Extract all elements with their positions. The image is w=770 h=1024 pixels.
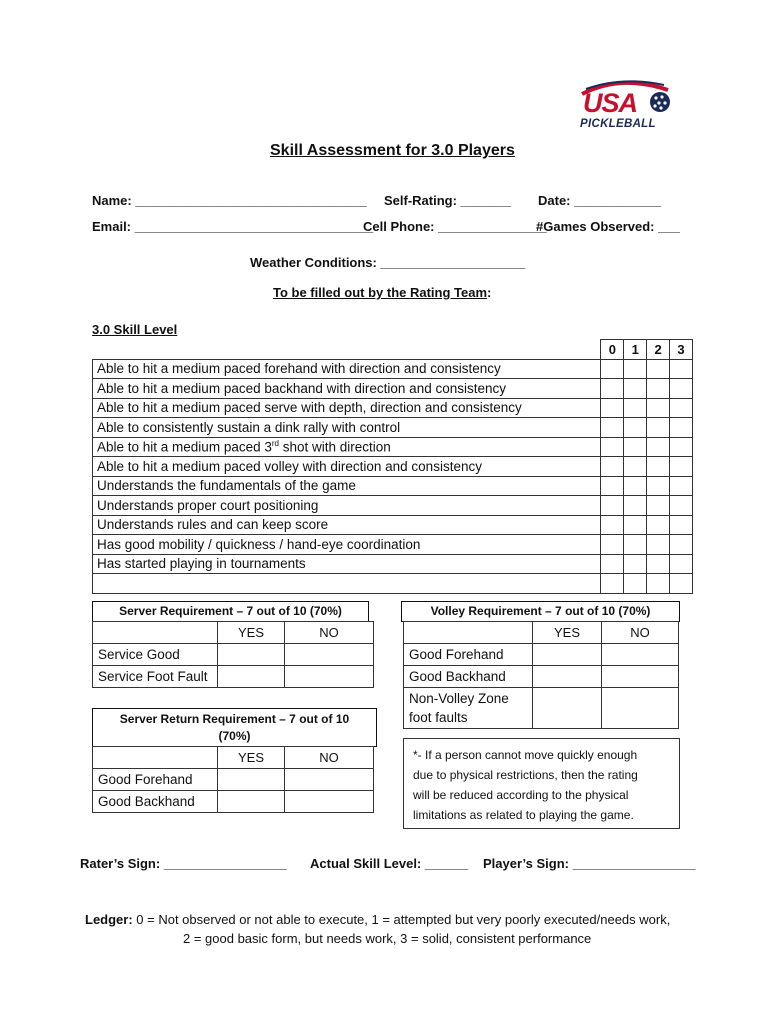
yes-cell[interactable] [533, 644, 602, 666]
skill-label-sup: rd [271, 439, 279, 448]
good-backhand-label: Good Backhand [93, 791, 218, 813]
table-row [93, 359, 693, 379]
skill-label: Able to hit a medium paced backhand with direction and consistency [93, 379, 601, 399]
score-cell[interactable] [670, 515, 693, 535]
no-cell[interactable] [602, 644, 679, 666]
table-row [404, 644, 679, 666]
server-requirement-table [92, 621, 374, 688]
score-header-row [93, 340, 693, 360]
score-cell[interactable] [601, 379, 624, 399]
date-field[interactable]: Date: ____________ [538, 193, 661, 208]
table-row [93, 535, 693, 555]
score-cell[interactable] [647, 359, 670, 379]
score-cell[interactable] [670, 379, 693, 399]
score-cell[interactable] [647, 554, 670, 574]
games-observed-field[interactable]: #Games Observed: ___ [536, 219, 680, 234]
cell-phone-field[interactable]: Cell Phone: _______________ [363, 219, 547, 234]
page-title: Skill Assessment for 3.0 Players [270, 142, 515, 159]
no-cell[interactable] [285, 666, 374, 688]
skill-label: Understands the fundamentals of the game [93, 476, 601, 496]
table-row [93, 496, 693, 516]
skill-level-heading: 3.0 Skill Level [92, 322, 178, 337]
note-line: limitations as related to playing the game. [413, 808, 634, 822]
actual-skill-level-field[interactable]: Actual Skill Level: ______ [310, 856, 469, 871]
good-backhand-label: Good Backhand [404, 666, 533, 688]
score-header-1: 1 [624, 340, 647, 360]
ledger-line2: 2 = good basic form, but needs work, 3 = solid, consistent performance [183, 931, 592, 946]
score-cell[interactable] [670, 437, 693, 457]
table-row [93, 791, 374, 813]
score-cell[interactable] [647, 418, 670, 438]
table-row [93, 554, 693, 574]
score-cell[interactable] [624, 457, 647, 477]
usa-pickleball-logo [576, 76, 680, 134]
ledger [85, 912, 670, 927]
skill-label: Able to hit a medium paced forehand with direction and consistency [93, 359, 601, 379]
yes-cell[interactable] [218, 666, 285, 688]
skill-label: Able to consistently sustain a dink rally with control [93, 418, 601, 438]
yes-cell[interactable] [218, 769, 285, 791]
score-cell[interactable] [601, 515, 624, 535]
score-cell[interactable] [601, 496, 624, 516]
service-foot-fault-label: Service Foot Fault [93, 666, 218, 688]
service-good-label: Service Good [93, 644, 218, 666]
score-cell[interactable] [670, 457, 693, 477]
score-cell[interactable] [624, 496, 647, 516]
logo-pickleball-text: PICKLEBALL [580, 118, 656, 130]
weather-field[interactable]: Weather Conditions: ____________________ [250, 255, 526, 270]
score-cell[interactable] [624, 437, 647, 457]
ledger-line1: 0 = Not observed or not able to execute, 1 = attempted but very poorly executed/needs work, [132, 912, 671, 927]
score-cell[interactable] [624, 554, 647, 574]
no-header: NO [285, 622, 374, 644]
players-sign-field[interactable]: Player’s Sign: _________________ [483, 856, 696, 871]
score-cell[interactable] [670, 496, 693, 516]
score-cell[interactable] [601, 398, 624, 418]
score-cell[interactable] [670, 398, 693, 418]
rating-team-heading [273, 285, 491, 300]
good-forehand-label: Good Forehand [93, 769, 218, 791]
nvz-foot-faults-label [404, 688, 533, 729]
no-cell[interactable] [602, 688, 679, 729]
yes-header: YES [218, 622, 285, 644]
score-cell[interactable] [670, 574, 693, 594]
table-row [93, 644, 374, 666]
skill-label-part2: shot with direction [278, 439, 391, 455]
no-header: NO [285, 747, 374, 769]
table-row [93, 622, 374, 644]
yes-header: YES [533, 622, 602, 644]
score-cell[interactable] [624, 379, 647, 399]
score-header-0: 0 [601, 340, 624, 360]
server-return-requirement-title [92, 708, 377, 747]
score-cell[interactable] [601, 574, 624, 594]
skill-table [92, 339, 693, 594]
score-cell[interactable] [670, 535, 693, 555]
raters-sign-field[interactable]: Rater’s Sign: _________________ [80, 856, 287, 871]
score-header-3: 3 [670, 340, 693, 360]
skill-label: Understands rules and can keep score [93, 515, 601, 535]
score-cell[interactable] [647, 515, 670, 535]
yes-cell[interactable] [533, 688, 602, 729]
score-cell[interactable] [647, 398, 670, 418]
yes-cell[interactable] [218, 791, 285, 813]
score-cell[interactable] [647, 437, 670, 457]
score-cell[interactable] [624, 535, 647, 555]
score-cell[interactable] [647, 476, 670, 496]
skill-label: Able to hit a medium paced volley with direction and consistency [93, 457, 601, 477]
score-cell[interactable] [601, 476, 624, 496]
nvz-line2: foot faults [409, 710, 468, 725]
good-forehand-label: Good Forehand [404, 644, 533, 666]
score-cell[interactable] [670, 359, 693, 379]
mobility-note [403, 738, 680, 829]
score-cell[interactable] [647, 457, 670, 477]
volley-requirement-title: Volley Requirement – 7 out of 10 (70%) [401, 601, 680, 622]
score-cell[interactable] [647, 574, 670, 594]
score-cell[interactable] [624, 359, 647, 379]
score-cell[interactable] [624, 398, 647, 418]
score-cell[interactable] [624, 476, 647, 496]
server-return-title-line1: Server Return Requirement – 7 out of 10 [119, 712, 350, 726]
table-row [93, 398, 693, 418]
volley-requirement-table [403, 621, 679, 729]
skill-label: Has started playing in tournaments [93, 554, 601, 574]
nvz-line1: Non-Volley Zone [409, 691, 509, 706]
score-cell[interactable] [601, 535, 624, 555]
table-row [404, 622, 679, 644]
score-cell[interactable] [670, 476, 693, 496]
table-row [93, 418, 693, 438]
rating-team-colon: : [487, 285, 492, 300]
table-row [93, 666, 374, 688]
score-header-2: 2 [647, 340, 670, 360]
yes-cell[interactable] [218, 644, 285, 666]
score-cell[interactable] [670, 418, 693, 438]
table-row [93, 574, 693, 594]
table-row [93, 515, 693, 535]
no-header: NO [602, 622, 679, 644]
score-cell[interactable] [624, 515, 647, 535]
server-requirement-title: Server Requirement – 7 out of 10 (70%) [92, 601, 369, 622]
table-row [93, 437, 693, 457]
name-field[interactable]: Name: ________________________________ [92, 193, 367, 208]
server-return-title-line2: (70%) [218, 729, 251, 743]
table-row [93, 457, 693, 477]
table-row [93, 769, 374, 791]
no-cell[interactable] [285, 769, 374, 791]
score-cell[interactable] [670, 554, 693, 574]
skill-label: Able to hit a medium paced serve with depth, direction and consistency [93, 398, 601, 418]
skill-label: Understands proper court positioning [93, 496, 601, 516]
table-row [404, 666, 679, 688]
score-cell[interactable] [624, 574, 647, 594]
score-cell[interactable] [647, 535, 670, 555]
rating-team-text: To be filled out by the Rating Team [273, 285, 488, 300]
logo-usa-text: USA [583, 88, 638, 118]
score-cell[interactable] [601, 359, 624, 379]
note-line: will be reduced according to the physical [413, 788, 629, 802]
yes-header: YES [218, 747, 285, 769]
score-cell[interactable] [624, 418, 647, 438]
score-cell[interactable] [601, 457, 624, 477]
score-cell[interactable] [647, 379, 670, 399]
table-row [93, 379, 693, 399]
skill-label-part1: Able to hit a medium paced 3 [97, 439, 272, 455]
score-cell[interactable] [601, 418, 624, 438]
score-cell[interactable] [647, 496, 670, 516]
no-cell[interactable] [285, 644, 374, 666]
table-row [404, 688, 679, 729]
note-line: *- If a person cannot move quickly enough [413, 748, 638, 762]
skill-label: Has good mobility / quickness / hand-eye coordination [93, 535, 601, 555]
no-cell[interactable] [602, 666, 679, 688]
table-row [93, 476, 693, 496]
table-row [93, 747, 374, 769]
score-cell[interactable] [601, 554, 624, 574]
skill-label-empty[interactable] [93, 574, 601, 594]
self-rating-field[interactable]: Self-Rating: _______ [384, 193, 512, 208]
yes-cell[interactable] [533, 666, 602, 688]
ledger-label: Ledger: [85, 912, 133, 927]
score-cell[interactable] [601, 437, 624, 457]
note-line: due to physical restrictions, then the rating [413, 768, 638, 782]
server-return-requirement-table [92, 746, 374, 813]
email-field[interactable]: Email: _________________________________ [92, 219, 374, 234]
no-cell[interactable] [285, 791, 374, 813]
skill-label [93, 437, 601, 457]
